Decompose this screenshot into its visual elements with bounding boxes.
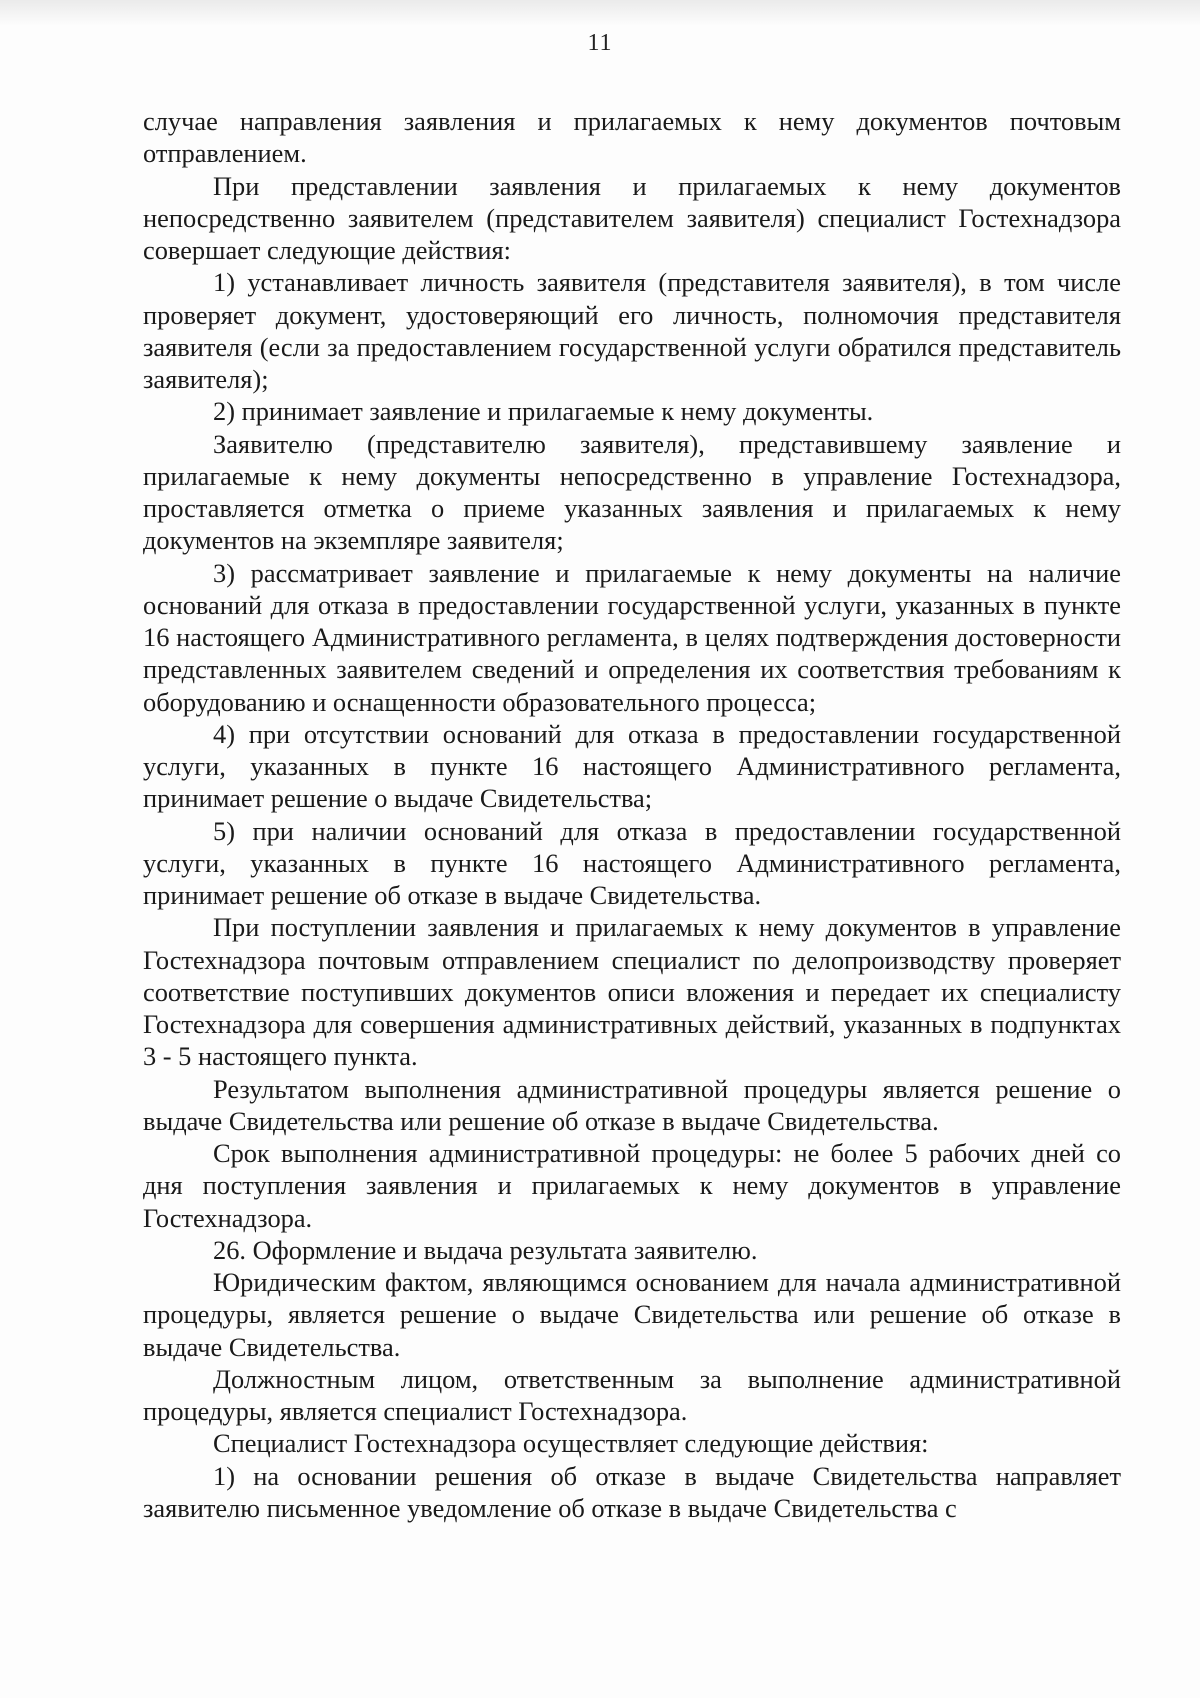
- paragraph: случае направления заявления и прилагаемых к нему документов почтовым отправлением.: [143, 106, 1121, 169]
- paragraph: 1) устанавливает личность заявителя (представителя заявителя), в том числе проверяет документ, удостоверяющий его личность, полномочия представителя заявителя (если за предоставлением государственной услуги обратился представитель заявителя);: [143, 267, 1121, 394]
- document-body: [143, 105, 1121, 1524]
- paragraph: Результатом выполнения административной процедуры является решение о выдаче Свидетельства или решение об отказе в выдаче Свидетельства.: [143, 1073, 1121, 1136]
- paragraph: При представлении заявления и прилагаемых к нему документов непосредственно заявителем (представителем заявителя) специалист Гостехнадзора совершает следующие действия:: [143, 170, 1121, 265]
- paragraph: Должностным лицом, ответственным за выполнение административной процедуры, является специалист Гостехнадзора.: [143, 1363, 1121, 1426]
- paragraph: Срок выполнения административной процедуры: не более 5 рабочих дней со дня поступления заявления и прилагаемых к нему документов в управление Гостехнадзора.: [143, 1138, 1121, 1233]
- paragraph: 26. Оформление и выдача результата заявителю.: [213, 1234, 758, 1265]
- paragraph: Заявителю (представителю заявителя), представившему заявление и прилагаемые к нему документы непосредственно в управление Гостехнадзора, проставляется отметка о приеме указанных заявления и прилагаемых к нему документов на экземпляре заявителя;: [143, 428, 1121, 556]
- paragraph: 3) рассматривает заявление и прилагаемые к нему документы на наличие оснований для отказа в предоставлении государственной услуги, указанных в пункте 16 настоящего Административного регламента, в целях подтверждения достоверности представленных заявителем сведений и определения их соответствия требованиям к оборудованию и оснащенности образовательного процесса;: [143, 557, 1121, 717]
- paragraph: Специалист Гостехнадзора осуществляет следующие действия:: [213, 1428, 929, 1459]
- paragraph: При поступлении заявления и прилагаемых к нему документов в управление Гостехнадзора почтовым отправлением специалист по делопроизводству проверяет соответствие поступивших документов описи вложения и передает их специалисту Гостехнадзора для совершения административных действий, указанных в подпунктах 3 - 5 настоящего пункта.: [143, 912, 1121, 1072]
- paragraph: 4) при отсутствии оснований для отказа в предоставлении государственной услуги, указанных в пункте 16 настоящего Административного регламента, принимает решение о выдаче Свидетельства;: [143, 718, 1121, 814]
- page-number: 11: [587, 30, 613, 56]
- paragraph: 5) при наличии оснований для отказа в предоставлении государственной услуги, указанных в пункте 16 настоящего Административного регламента, принимает решение об отказе в выдаче Свидетельства.: [143, 815, 1121, 910]
- paragraph: 1) на основании решения об отказе в выдаче Свидетельства направляет заявителю письменное уведомление об отказе в выдаче Свидетельства с: [143, 1460, 1121, 1523]
- paragraph: 2) принимает заявление и прилагаемые к нему документы.: [213, 396, 874, 427]
- scan-shading: [0, 0, 1200, 26]
- paragraph: Юридическим фактом, являющимся основанием для начала административной процедуры, является решение о выдаче Свидетельства или решение об отказе в выдаче Свидетельства.: [143, 1267, 1121, 1362]
